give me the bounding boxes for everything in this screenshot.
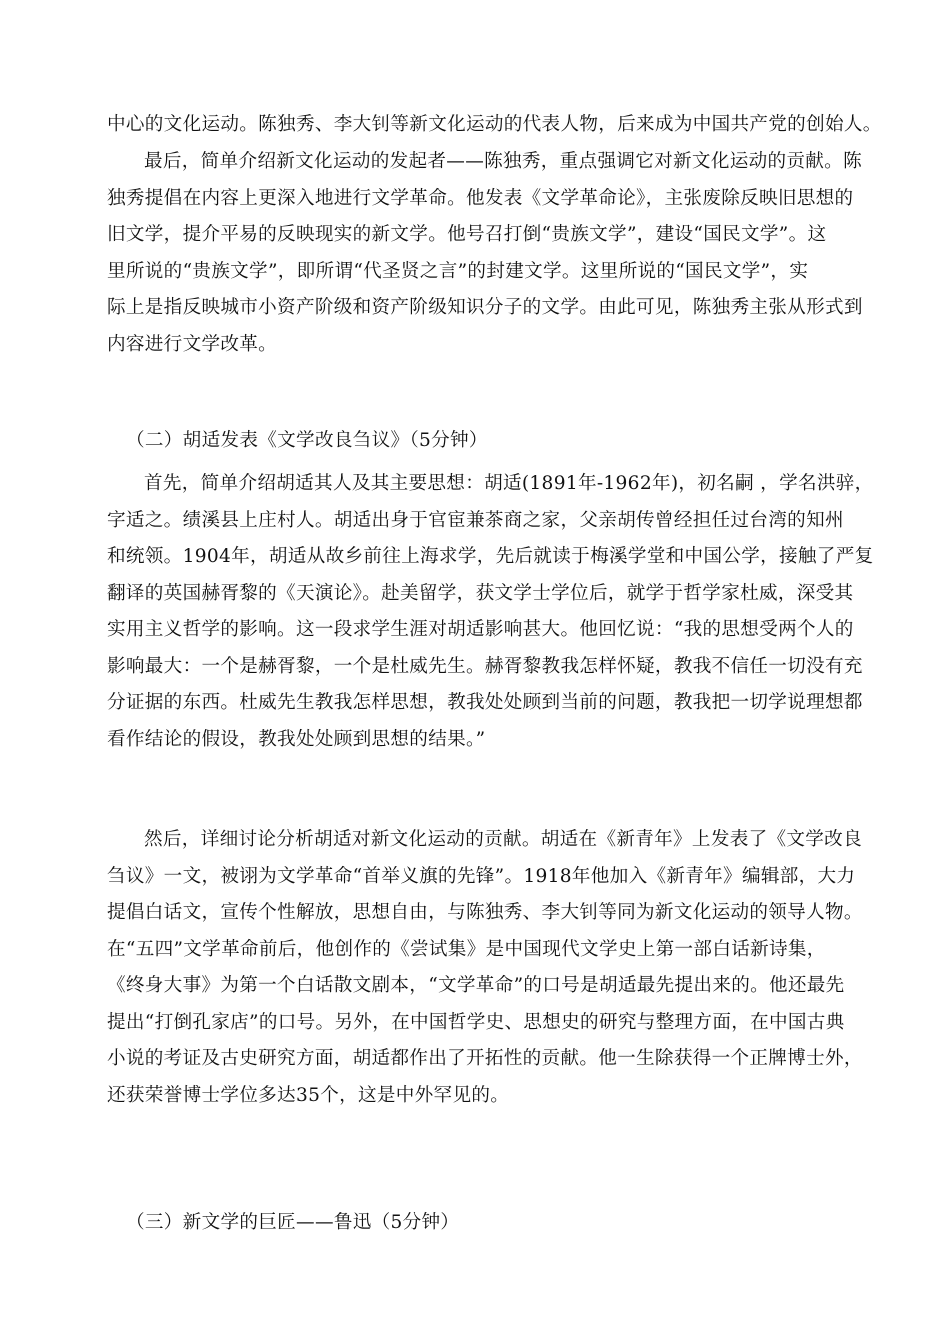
text-line: 旧文学，提介平易的反映现实的新文学。他号召打倒“贵族文学”，建设“国民文学”。这: [107, 224, 827, 245]
text-line: 翻译的英国赫胥黎的《天演论》。赴美留学，获文学士学位后，就学于哲学家杜威，深受其: [107, 582, 854, 604]
text-line: 独秀提倡在内容上更深入地进行文学革命。他发表《文学革命论》，主张废除反映旧思想的: [107, 187, 854, 209]
text-line: 际上是指反映城市小资产阶级和资产阶级知识分子的文学。由此可见，陈独秀主张从形式到: [107, 297, 863, 318]
paragraph-hu-shi-intro: [107, 466, 877, 758]
text-line: 《终身大事》为第一个白话散文剧本，“文学革命”的口号是胡适最先提出来的。他还最先: [107, 975, 845, 996]
section-heading: （三）新文学的巨匠——鲁迅（5分钟）: [126, 1212, 460, 1233]
text-line: 提倡白话文，宣传个性解放，思想自由，与陈独秀、李大钊等同为新文化运动的领导人物。: [107, 902, 863, 923]
text-line: 首先，简单介绍胡适其人及其主要思想：胡适(1891年-1962年)，初名嗣 ，学名洪骍，: [144, 473, 874, 494]
text-line: 然后，详细讨论分析胡适对新文化运动的贡献。胡适在《新青年》上发表了《文学改良: [144, 829, 862, 850]
text-line: 内容进行文学改革。: [107, 333, 278, 355]
paragraph-hu-shi-contribution: [107, 822, 877, 1114]
text-line: 刍议》一文，被诩为文学革命“首举义旗的先锋”。1918年他加入《新青年》编辑部，大力: [107, 865, 856, 887]
text-line: 小说的考证及古史研究方面，胡适都作出了开拓性的贡献。他一生除获得一个正牌博士外，: [107, 1048, 863, 1069]
section-heading-3: [107, 1205, 877, 1242]
text-line: 分证据的东西。杜威先生教我怎样思想，教我处处顾到当前的问题，教我把一切学说理想都: [107, 692, 863, 713]
text-line: 里所说的“贵族文学”，即所谓“代圣贤之言”的封建文学。这里所说的“国民文学”，实: [107, 260, 809, 282]
section-heading: （二）胡适发表《文学改良刍议》（5分钟）: [126, 430, 488, 451]
text-line: 提出“打倒孔家店”的口号。另外，在中国哲学史、思想史的研究与整理方面，在中国古典: [107, 1011, 845, 1033]
text-line: 还获荣誉博士学位多达35个，这是中外罕见的。: [107, 1084, 510, 1106]
text-line: 实用主义哲学的影响。这一段求学生涯对胡适影响甚大。他回忆说：“我的思想受两个人的: [107, 619, 854, 640]
text-line: 影响最大：一个是赫胥黎，一个是杜威先生。赫胥黎教我怎样怀疑，教我不信任一切没有充: [107, 655, 863, 677]
section-heading-2: [107, 423, 877, 460]
text-line: 最后，简单介绍新文化运动的发起者——陈独秀，重点强调它对新文化运动的贡献。陈: [144, 151, 862, 172]
paragraph-intro-end: [107, 107, 882, 144]
text-line: 中心的文化运动。陈独秀、李大钊等新文化运动的代表人物，后来成为中国共产党的创始人。: [107, 114, 882, 135]
text-line: 在“五四”文学革命前后，他创作的《尝试集》是中国现代文学史上第一部白话新诗集，: [107, 938, 826, 960]
text-line: 看作结论的假设，教我处处顾到思想的结果。”: [107, 728, 486, 750]
paragraph-chen-duxiu: [107, 144, 877, 363]
text-line: 和统领。1904年，胡适从故乡前往上海求学，先后就读于梅溪学堂和中国公学，接触了严复: [107, 546, 874, 567]
text-line: 字适之。绩溪县上庄村人。胡适出身于官宦兼茶商之家，父亲胡传曾经担任过台湾的知州: [107, 509, 844, 531]
